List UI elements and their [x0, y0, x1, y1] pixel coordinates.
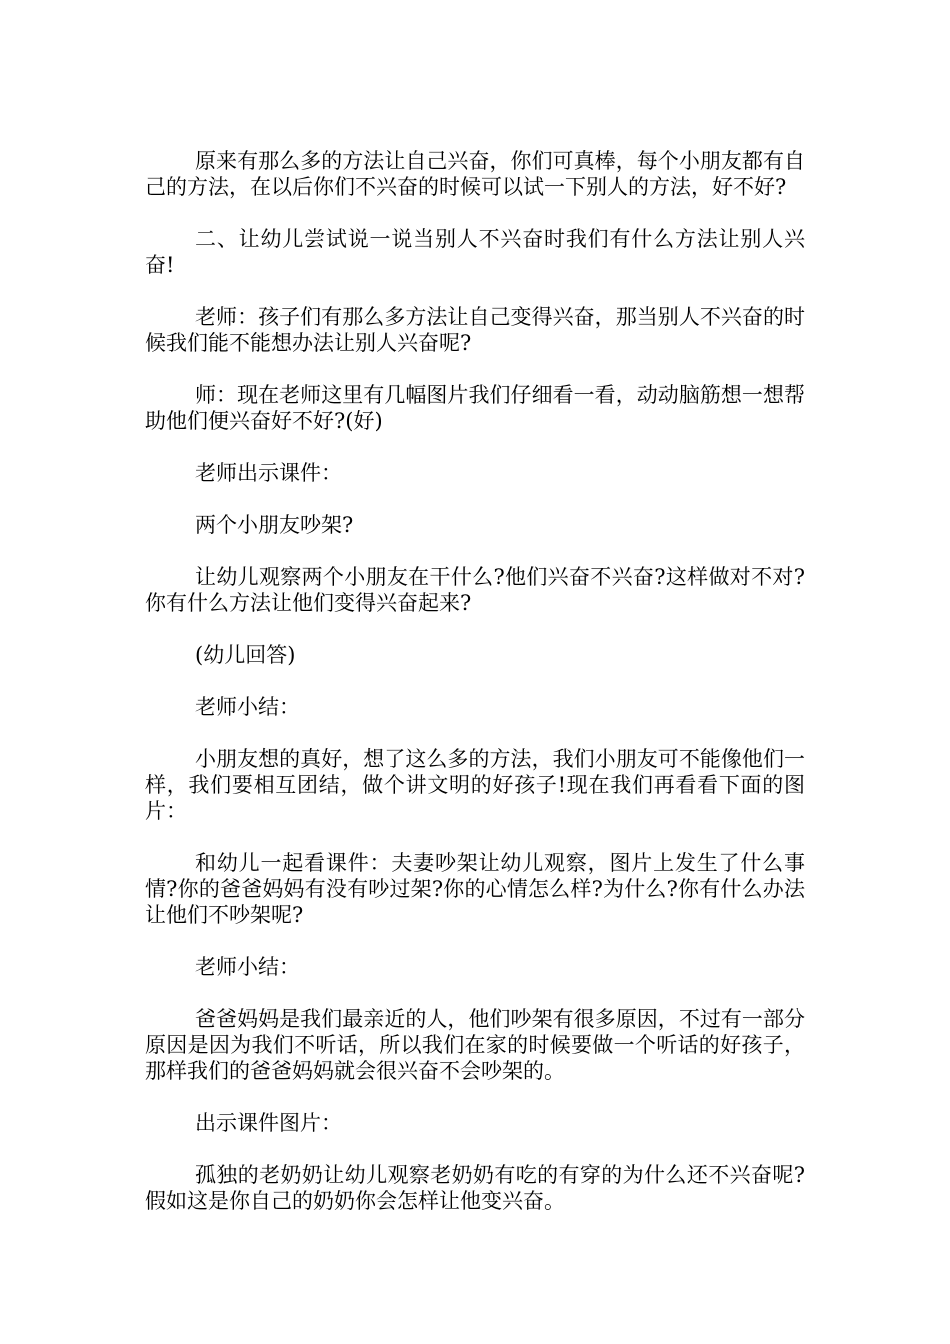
- paragraph: 老师小结：: [195, 955, 300, 979]
- paragraph: 老师：孩子们有那么多方法让自己变得兴奋，那当别人不兴奋的时候我们能不能想办法让别人兴奋呢?: [145, 305, 805, 355]
- paragraph: 出示课件图片：: [195, 1111, 342, 1135]
- paragraph: 两个小朋友吵架?: [195, 513, 354, 537]
- paragraph: 二、让幼儿尝试说一说当别人不兴奋时我们有什么方法让别人兴奋!: [145, 227, 805, 277]
- paragraph: 孤独的老奶奶让幼儿观察老奶奶有吃的有穿的为什么还不兴奋呢?假如这是你自己的奶奶你会怎样让他变兴奋。: [145, 1163, 805, 1213]
- paragraph: 师：现在老师这里有几幅图片我们仔细看一看，动动脑筋想一想帮助他们便兴奋好不好?(好): [145, 383, 805, 433]
- paragraph: 小朋友想的真好，想了这么多的方法，我们小朋友可不能像他们一样，我们要相互团结，做个讲文明的好孩子!现在我们再看看下面的图片：: [145, 747, 805, 823]
- paragraph: 原来有那么多的方法让自己兴奋，你们可真棒，每个小朋友都有自己的方法，在以后你们不兴奋的时候可以试一下别人的方法，好不好?: [145, 149, 805, 199]
- paragraph: (幼儿回答): [195, 643, 296, 667]
- paragraph: 老师小结：: [195, 695, 300, 719]
- paragraph: 让幼儿观察两个小朋友在干什么?他们兴奋不兴奋?这样做对不对?你有什么方法让他们变得兴奋起来?: [145, 565, 805, 615]
- paragraph: 爸爸妈妈是我们最亲近的人，他们吵架有很多原因，不过有一部分原因是因为我们不听话，所以我们在家的时候要做一个听话的好孩子，那样我们的爸爸妈妈就会很兴奋不会吵架的。: [145, 1007, 805, 1083]
- document-page: [145, 148, 805, 1240]
- paragraph: 和幼儿一起看课件：夫妻吵架让幼儿观察，图片上发生了什么事情?你的爸爸妈妈有没有吵过架?你的心情怎么样?为什么?你有什么办法让他们不吵架呢?: [145, 851, 805, 927]
- paragraph: 老师出示课件：: [195, 461, 342, 485]
